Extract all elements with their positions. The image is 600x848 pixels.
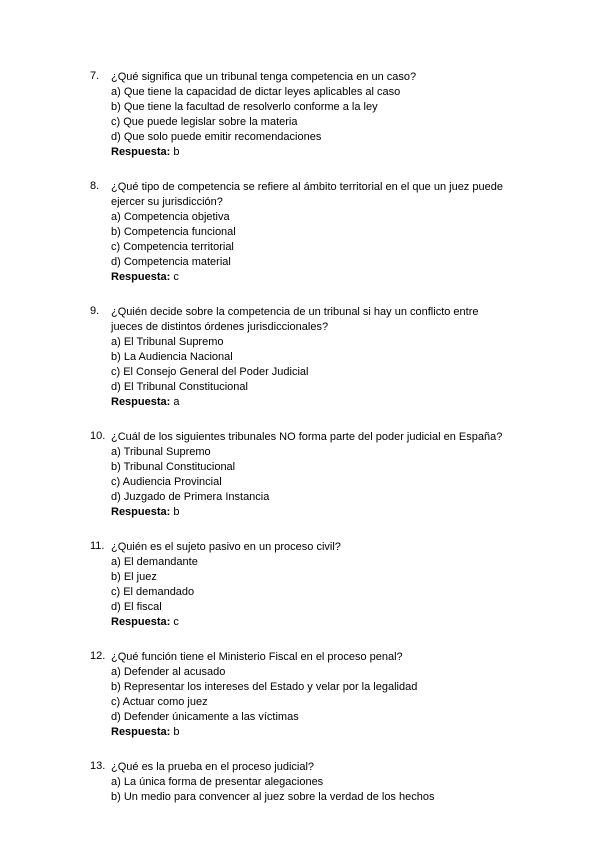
answer-value: b bbox=[173, 506, 180, 518]
question-number: 9. bbox=[90, 305, 100, 317]
question-item bbox=[0, 430, 600, 520]
question-text: ¿Qué función tiene el Ministerio Fiscal en el proceso penal? bbox=[111, 651, 403, 663]
question-number: 11. bbox=[90, 540, 105, 552]
question-item bbox=[0, 540, 600, 630]
option-item: d) El fiscal bbox=[111, 601, 162, 613]
answer-value: b bbox=[173, 726, 180, 738]
answer-value: c bbox=[173, 616, 179, 628]
answer-value: a bbox=[173, 396, 180, 408]
option-item: c) El Consejo General del Poder Judicial bbox=[111, 366, 309, 378]
option-item: a) Competencia objetiva bbox=[111, 211, 230, 223]
answer-label: Respuesta: bbox=[111, 271, 171, 283]
answer-line bbox=[111, 395, 600, 410]
option-item: b) Un medio para convencer al juez sobre la verdad de los hechos bbox=[111, 791, 435, 803]
question-number: 13. bbox=[90, 760, 106, 772]
question-text: ¿Qué significa que un tribunal tenga competencia en un caso? bbox=[111, 71, 417, 83]
option-item: d) El Tribunal Constitucional bbox=[111, 381, 248, 393]
option-item: d) Competencia material bbox=[111, 256, 231, 268]
option-item: a) Defender al acusado bbox=[111, 666, 226, 678]
option-item: c) Audiencia Provincial bbox=[111, 476, 222, 488]
question-item bbox=[0, 70, 600, 160]
answer-value: c bbox=[173, 271, 179, 283]
question-number: 7. bbox=[90, 70, 100, 82]
answer-value: b bbox=[173, 146, 180, 158]
question-number: 8. bbox=[90, 180, 100, 192]
answer-line bbox=[111, 615, 600, 630]
option-item: b) Competencia funcional bbox=[111, 226, 236, 238]
options-list bbox=[111, 85, 600, 160]
options-list bbox=[111, 665, 600, 740]
options-list bbox=[111, 775, 600, 805]
answer-label: Respuesta: bbox=[111, 616, 171, 628]
answer-line bbox=[111, 725, 600, 740]
option-item: c) Que puede legislar sobre la materia bbox=[111, 116, 298, 128]
options-list bbox=[111, 335, 600, 410]
answer-label: Respuesta: bbox=[111, 396, 171, 408]
answer-label: Respuesta: bbox=[111, 146, 171, 158]
options-list bbox=[111, 445, 600, 520]
question-item bbox=[0, 180, 600, 285]
answer-line bbox=[111, 505, 600, 520]
question-number: 10. bbox=[90, 430, 106, 442]
option-item: a) El Tribunal Supremo bbox=[111, 336, 224, 348]
question-text: ¿Quién decide sobre la competencia de un tribunal si hay un conflicto entre jueces de distintos órdenes jurisdiccionales? bbox=[111, 306, 479, 333]
option-item: c) Actuar como juez bbox=[111, 696, 208, 708]
option-item: a) Tribunal Supremo bbox=[111, 446, 211, 458]
answer-line bbox=[111, 270, 600, 285]
option-item: a) El demandante bbox=[111, 556, 198, 568]
option-item: b) La Audiencia Nacional bbox=[111, 351, 233, 363]
answer-label: Respuesta: bbox=[111, 726, 171, 738]
question-number: 12. bbox=[90, 650, 106, 662]
option-item: b) El juez bbox=[111, 571, 157, 583]
option-item: c) El demandado bbox=[111, 586, 195, 598]
question-text: ¿Qué tipo de competencia se refiere al ámbito territorial en el que un juez puede ejercer su jurisdicción? bbox=[111, 181, 503, 208]
option-item: b) Representar los intereses del Estado y velar por la legalidad bbox=[111, 681, 418, 693]
options-list bbox=[111, 210, 600, 285]
question-item bbox=[0, 305, 600, 410]
option-item: a) Que tiene la capacidad de dictar leyes aplicables al caso bbox=[111, 86, 401, 98]
option-item: d) Que solo puede emitir recomendaciones bbox=[111, 131, 322, 143]
option-item: d) Juzgado de Primera Instancia bbox=[111, 491, 270, 503]
option-item: a) La única forma de presentar alegaciones bbox=[111, 776, 324, 788]
option-item: c) Competencia territorial bbox=[111, 241, 234, 253]
question-text: ¿Quién es el sujeto pasivo en un proceso civil? bbox=[111, 541, 341, 553]
question-text: ¿Cuál de los siguientes tribunales NO forma parte del poder judicial en España? bbox=[111, 431, 503, 443]
option-item: d) Defender únicamente a las víctimas bbox=[111, 711, 299, 723]
option-item: b) Que tiene la facultad de resolverlo conforme a la ley bbox=[111, 101, 378, 113]
option-item: b) Tribunal Constitucional bbox=[111, 461, 236, 473]
answer-label: Respuesta: bbox=[111, 506, 171, 518]
question-item bbox=[0, 650, 600, 740]
options-list bbox=[111, 555, 600, 630]
question-text: ¿Qué es la prueba en el proceso judicial? bbox=[111, 761, 315, 773]
answer-line bbox=[111, 145, 600, 160]
question-item bbox=[0, 760, 600, 805]
